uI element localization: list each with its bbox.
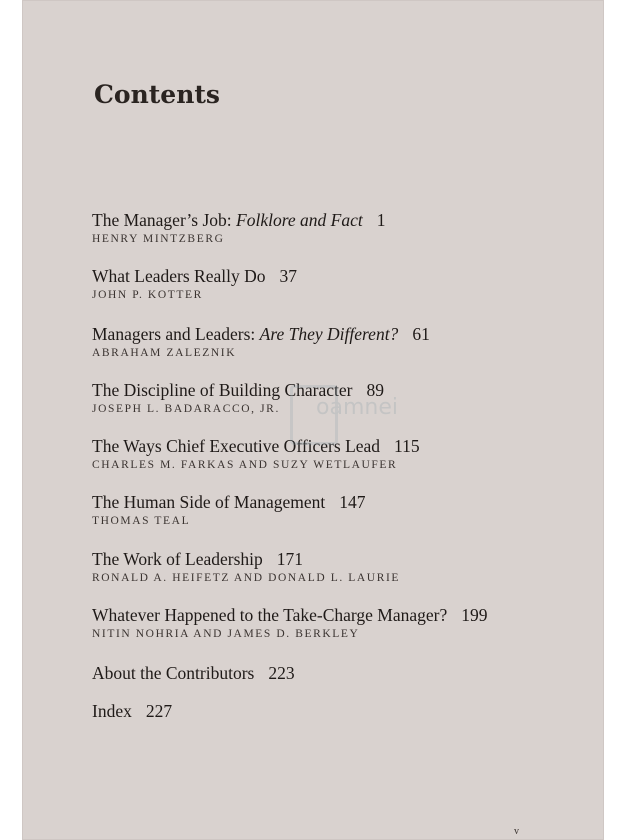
toc-entry	[92, 491, 572, 529]
toc-entry-title: The Manager’s Job:	[92, 210, 237, 230]
toc-entry	[92, 662, 572, 684]
toc-entry-author: RONALD A. HEIFETZ AND DONALD L. LAURIE	[92, 572, 401, 584]
toc-entry-title-line	[92, 662, 572, 684]
toc-entry-title-line	[92, 265, 572, 287]
toc-entry-author: CHARLES M. FARKAS AND SUZY WETLAUFER	[92, 459, 398, 471]
toc-entry-title-line	[92, 548, 572, 570]
watermark-text: oamnei	[316, 395, 398, 420]
toc-entry	[92, 265, 572, 303]
toc-entry-title: Whatever Happened to the Take-Charge Manager?	[92, 605, 448, 625]
toc-entry-title: The Work of Leadership	[92, 549, 263, 569]
toc-entry-title-line	[92, 323, 572, 345]
page-folio: v	[514, 826, 519, 837]
toc-entry-title: About the Contributors	[92, 663, 255, 683]
toc-entry-author: NITIN NOHRIA AND JAMES D. BERKLEY	[92, 628, 360, 640]
toc-entry-title-line	[92, 209, 572, 231]
toc-entry-title: What Leaders Really Do	[92, 266, 266, 286]
watermark-logo	[290, 385, 400, 445]
toc-entry	[92, 604, 572, 642]
toc-entry-title-line	[92, 604, 572, 626]
toc-entry-title: The Discipline of Building Character	[92, 380, 353, 400]
toc-entry-title: The Human Side of Management	[92, 492, 326, 512]
toc-entry-title-italic: Folklore and Fact	[236, 210, 363, 230]
toc-entry-author: JOSEPH L. BADARACCO, JR.	[92, 403, 280, 415]
toc-entry	[92, 323, 572, 361]
toc-entry-title-line	[92, 491, 572, 513]
toc-entry-author: HENRY MINTZBERG	[92, 233, 225, 245]
contents-heading: Contents	[94, 80, 221, 109]
toc-entry-title-line	[92, 700, 572, 722]
toc-entry-page: 147	[339, 492, 366, 512]
toc-entry-page: 115	[394, 436, 420, 456]
toc-entry-author: JOHN P. KOTTER	[92, 289, 203, 301]
toc-entry-title: Managers and Leaders:	[92, 324, 260, 344]
toc-entry-page: 171	[276, 549, 304, 569]
toc-entry	[92, 700, 572, 722]
toc-entry-title-italic: Are They Different?	[259, 324, 399, 344]
toc-entry-page: 227	[145, 701, 173, 721]
toc-entry-title: The Ways Chief Executive Officers Lead	[92, 436, 381, 456]
toc-entry-page: 37	[279, 266, 297, 286]
toc-entry-page: 199	[461, 605, 488, 625]
toc-entry-author: THOMAS TEAL	[92, 515, 191, 527]
toc-entry-title: Index	[92, 701, 132, 721]
toc-entry-page: 1	[376, 210, 386, 230]
toc-entry-page: 61	[412, 324, 430, 344]
book-page	[22, 0, 604, 840]
bleed-through-text	[252, 140, 259, 170]
toc-entry-page: 89	[366, 380, 384, 400]
toc-entry-page: 223	[268, 663, 295, 683]
toc-entry	[92, 548, 572, 586]
toc-entry-author: ABRAHAM ZALEZNIK	[92, 347, 237, 359]
toc-entry	[92, 209, 572, 247]
